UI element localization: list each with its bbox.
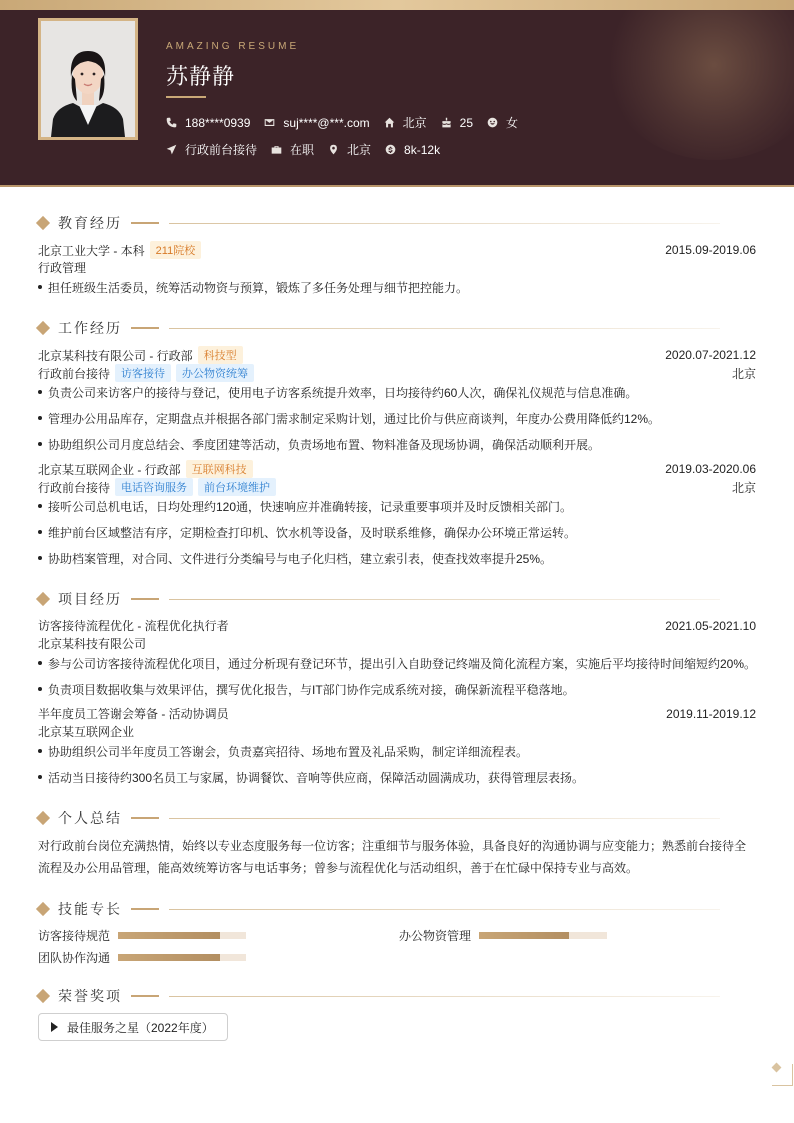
job-intent-row xyxy=(166,141,454,158)
project-bullet: 参与公司访客接待流程优化项目，通过分析现有登记环节，提出引入自助登记终端及简化流程方案，实施后平均接待时间缩短约20%。 xyxy=(38,655,758,672)
work-bullet: 接听公司总机电话，日均处理约120通，快速响应并准确转接，记录重要事项并及时反馈相关部门。 xyxy=(38,498,758,515)
company-tag: 互联网科技 xyxy=(186,460,253,478)
triangle-right-icon xyxy=(51,1022,58,1032)
award-name: 最佳服务之星（2022年度） xyxy=(67,1020,214,1035)
education-major-row xyxy=(38,259,756,276)
skill-fill xyxy=(118,932,220,939)
section-title: 个人总结 xyxy=(58,810,122,826)
project-entry-header xyxy=(38,617,756,634)
phone-info xyxy=(166,116,250,130)
location-pin-icon xyxy=(328,144,339,155)
skill-tag: 电话咨询服务 xyxy=(115,478,193,496)
awards-section-header xyxy=(36,986,756,1006)
work-bullet: 协助档案管理，对合同、文件进行分类编号与电子化归档，建立索引表，使查找效率提升25%。 xyxy=(38,550,758,567)
project-org-row xyxy=(38,723,756,740)
diamond-icon xyxy=(36,321,50,335)
project-entry-header xyxy=(38,705,756,722)
job-target: 行政前台接待 xyxy=(185,143,258,157)
work-bullet: 维护前台区域整洁有序，定期检查打印机、饮水机等设备，及时联系维修，确保办公环境正常运转。 xyxy=(38,524,758,541)
skill-tag: 办公物资统筹 xyxy=(176,364,254,382)
project-bullet: 负责项目数据收集与效果评估，撰写优化报告，与IT部门协作完成系统对接，确保新流程平稳落地。 xyxy=(38,681,758,698)
diamond-icon xyxy=(36,216,50,230)
employment-status: 在职 xyxy=(290,143,315,157)
work-entry-header xyxy=(38,346,756,364)
status-info xyxy=(271,141,314,158)
work-bullet: 管理办公用品库存，定期盘点并根据各部门需求制定采购计划，通过比价与供应商谈判，年度办公费用降低约12%。 xyxy=(38,410,758,427)
money-icon xyxy=(385,144,396,155)
contact-row xyxy=(166,114,532,131)
work-entry-header xyxy=(38,460,756,478)
position: 行政前台接待 xyxy=(38,366,111,381)
gender-info xyxy=(487,114,518,131)
skill-bar xyxy=(118,932,246,939)
target-city: 北京 xyxy=(347,143,372,157)
avatar xyxy=(38,18,138,140)
project-org: 北京某互联网企业 xyxy=(38,725,135,739)
skill-bar xyxy=(118,954,246,961)
gender-icon xyxy=(487,117,498,128)
work-date: 2020.07-2021.12 xyxy=(665,348,756,362)
age-info xyxy=(441,116,473,130)
skill-fill xyxy=(118,954,220,961)
phone-number: 188****0939 xyxy=(185,115,251,130)
skill-item xyxy=(399,927,607,944)
diamond-icon xyxy=(36,811,50,825)
name-underline xyxy=(166,96,206,98)
work-date: 2019.03-2020.06 xyxy=(665,462,756,476)
project-org: 北京某科技有限公司 xyxy=(38,637,147,651)
project-bullet: 协助组织公司半年度员工答谢会，负责嘉宾招待、场地布置及礼品采购，制定详细流程表。 xyxy=(38,743,758,760)
top-accent-bar xyxy=(0,0,794,10)
email-info xyxy=(264,116,369,130)
summary-text: 对行政前台岗位充满热情，始终以专业态度服务每一位访客；注重细节与服务体验，具备良好的沟通协调与应变能力；熟悉前台接待全流程及办公用品管理，能高效统筹访客与电话事务；曾参与流程优化与活动组织，善于在忙碌中保持专业与高效。 xyxy=(38,839,747,875)
hometown: 北京 xyxy=(402,116,427,130)
school-tag: 211院校 xyxy=(150,241,202,259)
section-title: 项目经历 xyxy=(58,591,122,607)
candidate-name: 苏静静 xyxy=(166,64,236,89)
mail-icon xyxy=(264,117,275,128)
diamond-icon xyxy=(36,989,50,1003)
work-position-row xyxy=(38,364,756,382)
skill-bar xyxy=(479,932,607,939)
skill-item xyxy=(38,949,246,966)
cake-icon xyxy=(441,117,452,128)
job-target-info xyxy=(166,141,257,158)
expected-salary: 8k-12k xyxy=(404,142,441,157)
diamond-icon xyxy=(36,592,50,606)
project-title: 半年度员工答谢会筹备 - 活动协调员 xyxy=(38,707,229,721)
work-location: 北京 xyxy=(731,366,756,381)
resume-subtitle: AMAZING RESUME xyxy=(166,41,300,52)
skill-tag: 访客接待 xyxy=(115,364,171,382)
work-section-header xyxy=(36,318,756,338)
project-date: 2021.05-2021.10 xyxy=(665,618,756,633)
phone-icon xyxy=(166,117,177,128)
project-date: 2019.11-2019.12 xyxy=(666,706,756,721)
skill-name: 办公物资管理 xyxy=(399,929,472,943)
work-bullet: 协助组织公司月度总结会、季度团建等活动，负责场地布置、物料准备及现场协调，确保活动顺利开展。 xyxy=(38,436,758,453)
skill-fill xyxy=(479,932,569,939)
project-section-header xyxy=(36,589,756,609)
home-icon xyxy=(384,117,395,128)
award-item xyxy=(38,1013,228,1041)
work-position-row xyxy=(38,478,756,496)
company-name: 北京某科技有限公司 - 行政部 xyxy=(38,348,193,363)
company-name: 北京某互联网企业 - 行政部 xyxy=(38,462,181,477)
work-location: 北京 xyxy=(731,480,756,495)
skill-name: 访客接待规范 xyxy=(38,929,111,943)
salary-info xyxy=(385,143,440,157)
education-bullet: 担任班级生活委员，统筹活动物资与预算，锻炼了多任务处理与细节把控能力。 xyxy=(38,279,758,296)
school-name: 北京工业大学 - 本科 xyxy=(38,243,145,258)
diamond-icon xyxy=(36,902,50,916)
skills-section-header xyxy=(36,899,756,919)
briefcase-icon xyxy=(271,144,282,155)
resume-header xyxy=(0,10,794,187)
send-icon xyxy=(166,144,177,155)
skill-item xyxy=(38,927,246,944)
section-title: 工作经历 xyxy=(58,320,122,336)
company-tag: 科技型 xyxy=(198,346,243,364)
skill-tag: 前台环境维护 xyxy=(198,478,276,496)
position: 行政前台接待 xyxy=(38,480,111,495)
section-title: 技能专长 xyxy=(58,901,122,917)
project-org-row xyxy=(38,635,756,652)
project-title: 访客接待流程优化 - 流程优化执行者 xyxy=(38,619,229,633)
section-title: 荣誉奖项 xyxy=(58,988,122,1004)
work-bullet: 负责公司来访客户的接待与登记，使用电子访客系统提升效率，日均接待约60人次，确保礼仪规范与信息准确。 xyxy=(38,384,758,401)
age: 25 xyxy=(459,115,473,130)
hometown-info xyxy=(384,114,427,131)
city-info xyxy=(328,141,371,158)
section-title: 教育经历 xyxy=(58,215,122,231)
major: 行政管理 xyxy=(38,261,87,275)
skill-name: 团队协作沟通 xyxy=(38,951,111,965)
summary-section-header xyxy=(36,808,756,828)
education-date: 2015.09-2019.06 xyxy=(665,243,756,257)
project-bullet: 活动当日接待约300名员工与家属，协调餐饮、音响等供应商，保障活动圆满成功，获得管理层表扬。 xyxy=(38,769,758,786)
email-address: suj****@***.com xyxy=(283,115,370,130)
education-entry xyxy=(38,241,756,259)
header-glow xyxy=(604,10,794,160)
gender: 女 xyxy=(506,116,519,130)
education-section-header xyxy=(36,213,756,233)
